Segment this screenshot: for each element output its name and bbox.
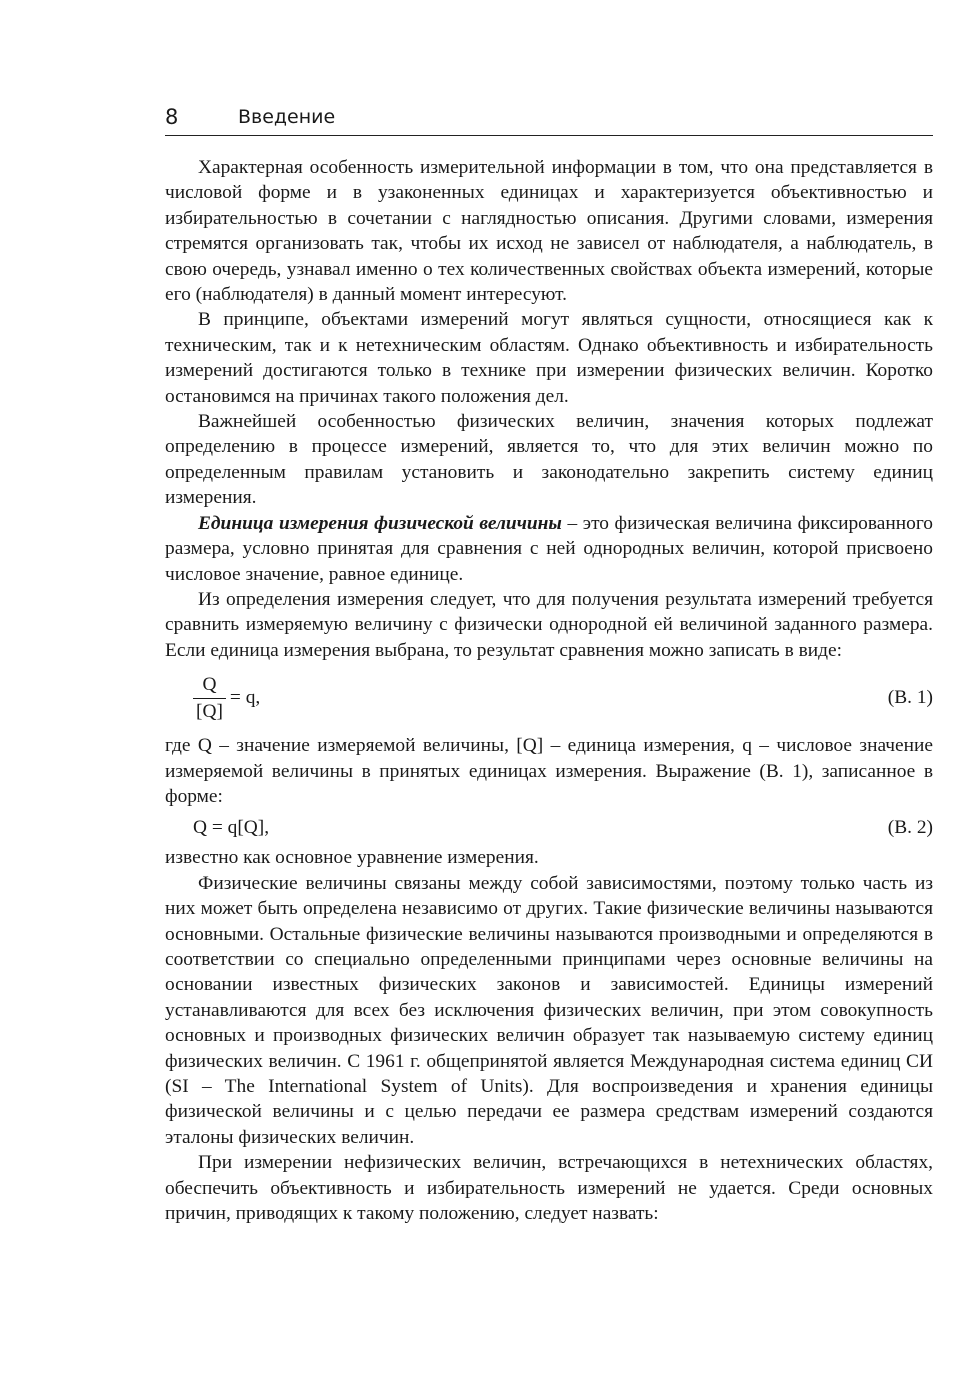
paragraph-1: Характерная особенность измерительной информации в том, что она представляется в числовой форме и в узаконенных единицах и характеризуется объективностью и избирательностью в сочетании с наглядностью описания. Другими словами, измерения стремятся организовать так, чтобы их исход не зависел от наблюдателя, а наблюдатель, в свою очередь, узнавал именно о тех количественных свойствах объекта измерений, которые его (наблюдателя) в данный момент интересуют.	[165, 157, 933, 306]
paragraph-5: Из определения измерения следует, что для получения результата измерений требуется сравнить измеряемую величину с физически однородной ей величиной заданного размера. Если единица измерения выбрана, то результат сравнения можно записать в виде:	[165, 588, 933, 661]
formula-b1-rhs: = q,	[229, 687, 261, 709]
formula-b1	[193, 669, 933, 727]
paragraph-6: где Q – значение измеряемой величины, [Q] – единица измерения, q – числовое значение измеряемой величины в принятых единицах измерения. Выражение (В. 1), записанное в форме:	[165, 735, 933, 807]
formula-b1-expression	[193, 673, 260, 724]
paragraph-7: известно как основное уравнение измерения.	[165, 847, 539, 869]
paragraph-9: При измерении нефизических величин, встречающихся в нетехнических областях, обеспечить объективность и избирательность измерений не удается. Среди основных причин, приводящих к такому положению, следует назвать:	[165, 1152, 933, 1225]
formula-b2-expression: Q = q[Q],	[193, 816, 270, 838]
fraction-denominator: [Q]	[196, 700, 223, 722]
paragraph-3: Важнейшей особенностью физических величин, значения которых подлежат определению в процессе измерений, является то, что для этих величин можно по определенным правилам установить и законодательно закрепить систему единиц измерения.	[165, 411, 933, 509]
formula-b2-label: (В. 2)	[887, 816, 933, 838]
formula-b2	[193, 811, 933, 843]
page-body	[165, 155, 933, 1226]
paragraph-2: В принципе, объектами измерений могут являться сущности, относящиеся как к техническим, так и к нетехническим областям. Однако объективность и избирательность измерений достигаются только в технике при измерении физических величин. Коротко остановимся на причинах такого положения дел.	[165, 309, 933, 407]
definition-text: – это физическая величина фиксированного размера, условно принятая для сравнения с ней однородных величин, которой присвоено числовое значение, равное единице.	[165, 512, 933, 585]
paragraph-8: Физические величины связаны между собой зависимостями, поэтому только часть из них может быть определена независимо от других. Такие физические величины называются основными. Остальные физические величины называются производными и определяются в соответствии со специально определенными принципами через основные величины на основании известных физических законов и зависимостей. Единицы измерений устанавливаются для всех без исключения физических величин, при этом совокупность основных и производных физических величин образует так называемую систему единиц физических величин. С 1961 г. общепринятой является Международная система единиц СИ (SI – The International System of Units). Для воспроизведения и хранения единицы физической величины и с целью передачи ее размера средствам измерений создаются эталоны физических величин.	[165, 872, 933, 1148]
page-header	[165, 101, 933, 136]
page-number: 8	[165, 105, 179, 129]
paragraph-4	[165, 511, 933, 587]
running-title: Введение	[238, 106, 336, 128]
formula-b1-label: (В. 1)	[887, 687, 933, 709]
defined-term: Единица измерения физической величины	[198, 512, 562, 534]
fraction	[193, 673, 226, 724]
fraction-numerator: Q	[202, 673, 217, 695]
